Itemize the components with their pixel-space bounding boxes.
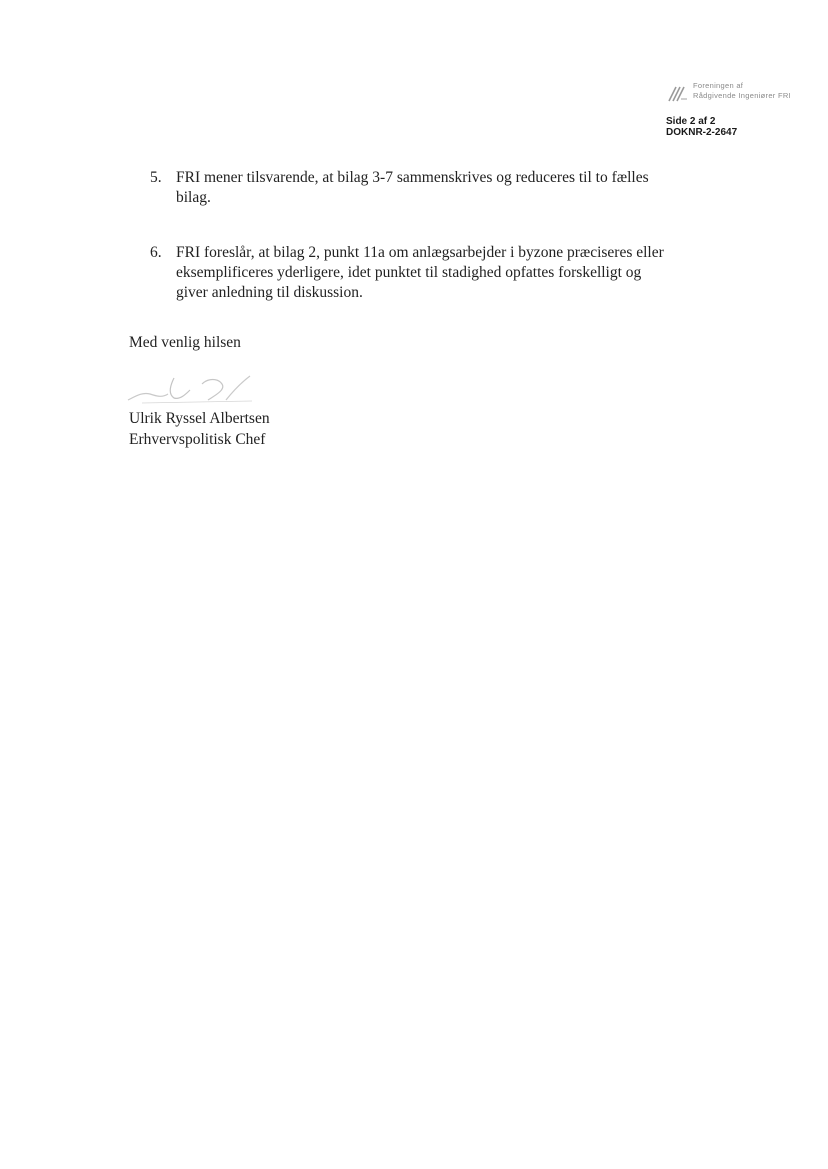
list-item-number: 6. bbox=[150, 244, 162, 261]
document-number: DOKNR-2-2647 bbox=[666, 127, 738, 138]
logo-org-line2: Rådgivende Ingeniører FRI bbox=[693, 91, 791, 100]
list-item-text: FRI mener tilsvarende, at bilag 3-7 sammenskrives og reduceres til to fælles bilag. bbox=[176, 169, 649, 206]
fri-logo-icon bbox=[666, 83, 688, 103]
handwritten-signature bbox=[122, 370, 262, 406]
signatory-name: Ulrik Ryssel Albertsen bbox=[129, 410, 270, 427]
page-indicator: Side 2 af 2 bbox=[666, 116, 716, 127]
fri-logo bbox=[666, 81, 816, 107]
document-meta bbox=[666, 116, 737, 138]
signatory-title: Erhvervspolitisk Chef bbox=[129, 431, 266, 448]
closing-salutation: Med venlig hilsen bbox=[129, 334, 241, 351]
list-item-text: FRI foreslår, at bilag 2, punkt 11a om anlægsarbejder i byzone præciseres eller eksemplificeres yderligere, idet punktet til stadighed opfattes forskelligt og giver anledning til diskussion. bbox=[176, 244, 664, 301]
list-item-number: 5. bbox=[150, 169, 162, 186]
logo-org-line1: Foreningen af bbox=[693, 81, 744, 90]
logo-wordmark bbox=[693, 81, 791, 101]
